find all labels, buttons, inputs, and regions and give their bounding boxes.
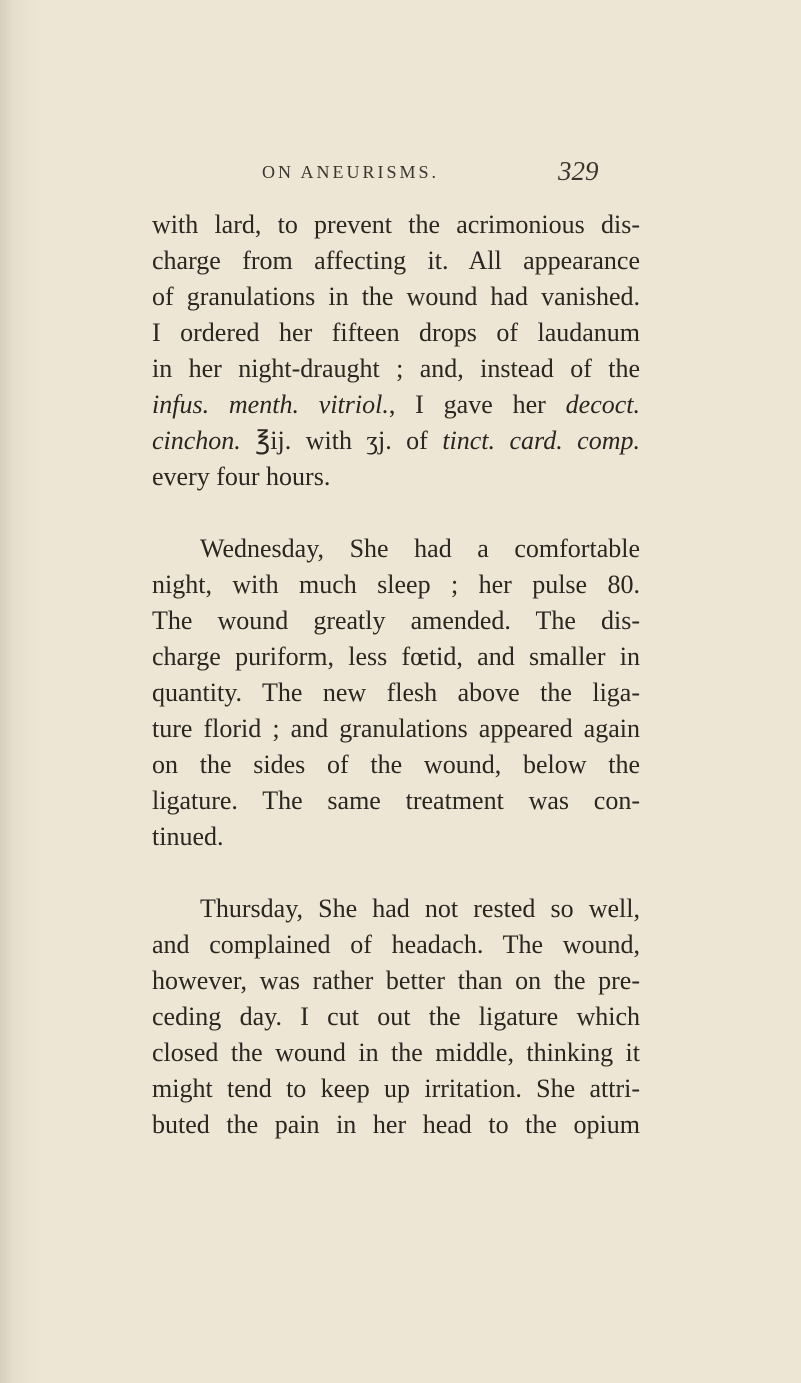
running-head: ON ANEURISMS. (262, 162, 440, 182)
text-line: every four hours. (152, 462, 331, 491)
text-line: Thursday, She had not rested so well, (200, 894, 640, 923)
text-line: buted the pain in her head to the opium (152, 1110, 640, 1139)
text-line: might tend to keep up irritation. She attri- (152, 1074, 640, 1103)
text-line: ture florid ; and granulations appeared again (152, 714, 640, 743)
text-line: night, with much sleep ; her pulse 80. (152, 570, 640, 599)
text-line: The wound greatly amended. The dis- (152, 606, 640, 635)
text-line (152, 387, 640, 423)
text-line: ligature. The same treatment was con- (152, 786, 640, 815)
text-line: charge from affecting it. All appearance (152, 246, 640, 275)
text-line: however, was rather better than on the pre- (152, 966, 640, 995)
text-run: , I gave her (388, 390, 566, 419)
body-text (152, 207, 640, 1143)
text-line: in her night-draught ; and, instead of the (152, 354, 640, 383)
paragraph-gap (152, 855, 640, 891)
text-line: closed the wound in the middle, thinking it (152, 1038, 640, 1067)
text-line: with lard, to prevent the acrimonious dis- (152, 210, 640, 239)
paragraph (152, 891, 640, 1143)
italic-text: cinchon. (152, 426, 241, 455)
paragraph-gap (152, 495, 640, 531)
page-header (0, 156, 801, 192)
text-line (152, 423, 640, 459)
paragraph (152, 531, 640, 855)
paragraph (152, 207, 640, 495)
italic-text: tinct. card. comp. (442, 426, 640, 455)
text-line: I ordered her fifteen drops of laudanum (152, 318, 640, 347)
text-line: of granulations in the wound had vanished. (152, 282, 640, 311)
italic-text: decoct. (565, 390, 640, 419)
text-run: ℥ij. with ʒj. of (240, 426, 443, 455)
text-line: on the sides of the wound, below the (152, 750, 640, 779)
text-line: ceding day. I cut out the ligature which (152, 1002, 640, 1031)
text-line: tinued. (152, 822, 224, 851)
italic-text: infus. menth. vitriol. (152, 390, 389, 419)
text-line: Wednesday, She had a comfortable (200, 534, 640, 563)
text-line: and complained of headach. The wound, (152, 930, 640, 959)
text-line: charge puriform, less fœtid, and smaller in (152, 642, 640, 671)
text-line: quantity. The new flesh above the liga- (152, 678, 640, 707)
page-number: 329 (558, 156, 599, 186)
